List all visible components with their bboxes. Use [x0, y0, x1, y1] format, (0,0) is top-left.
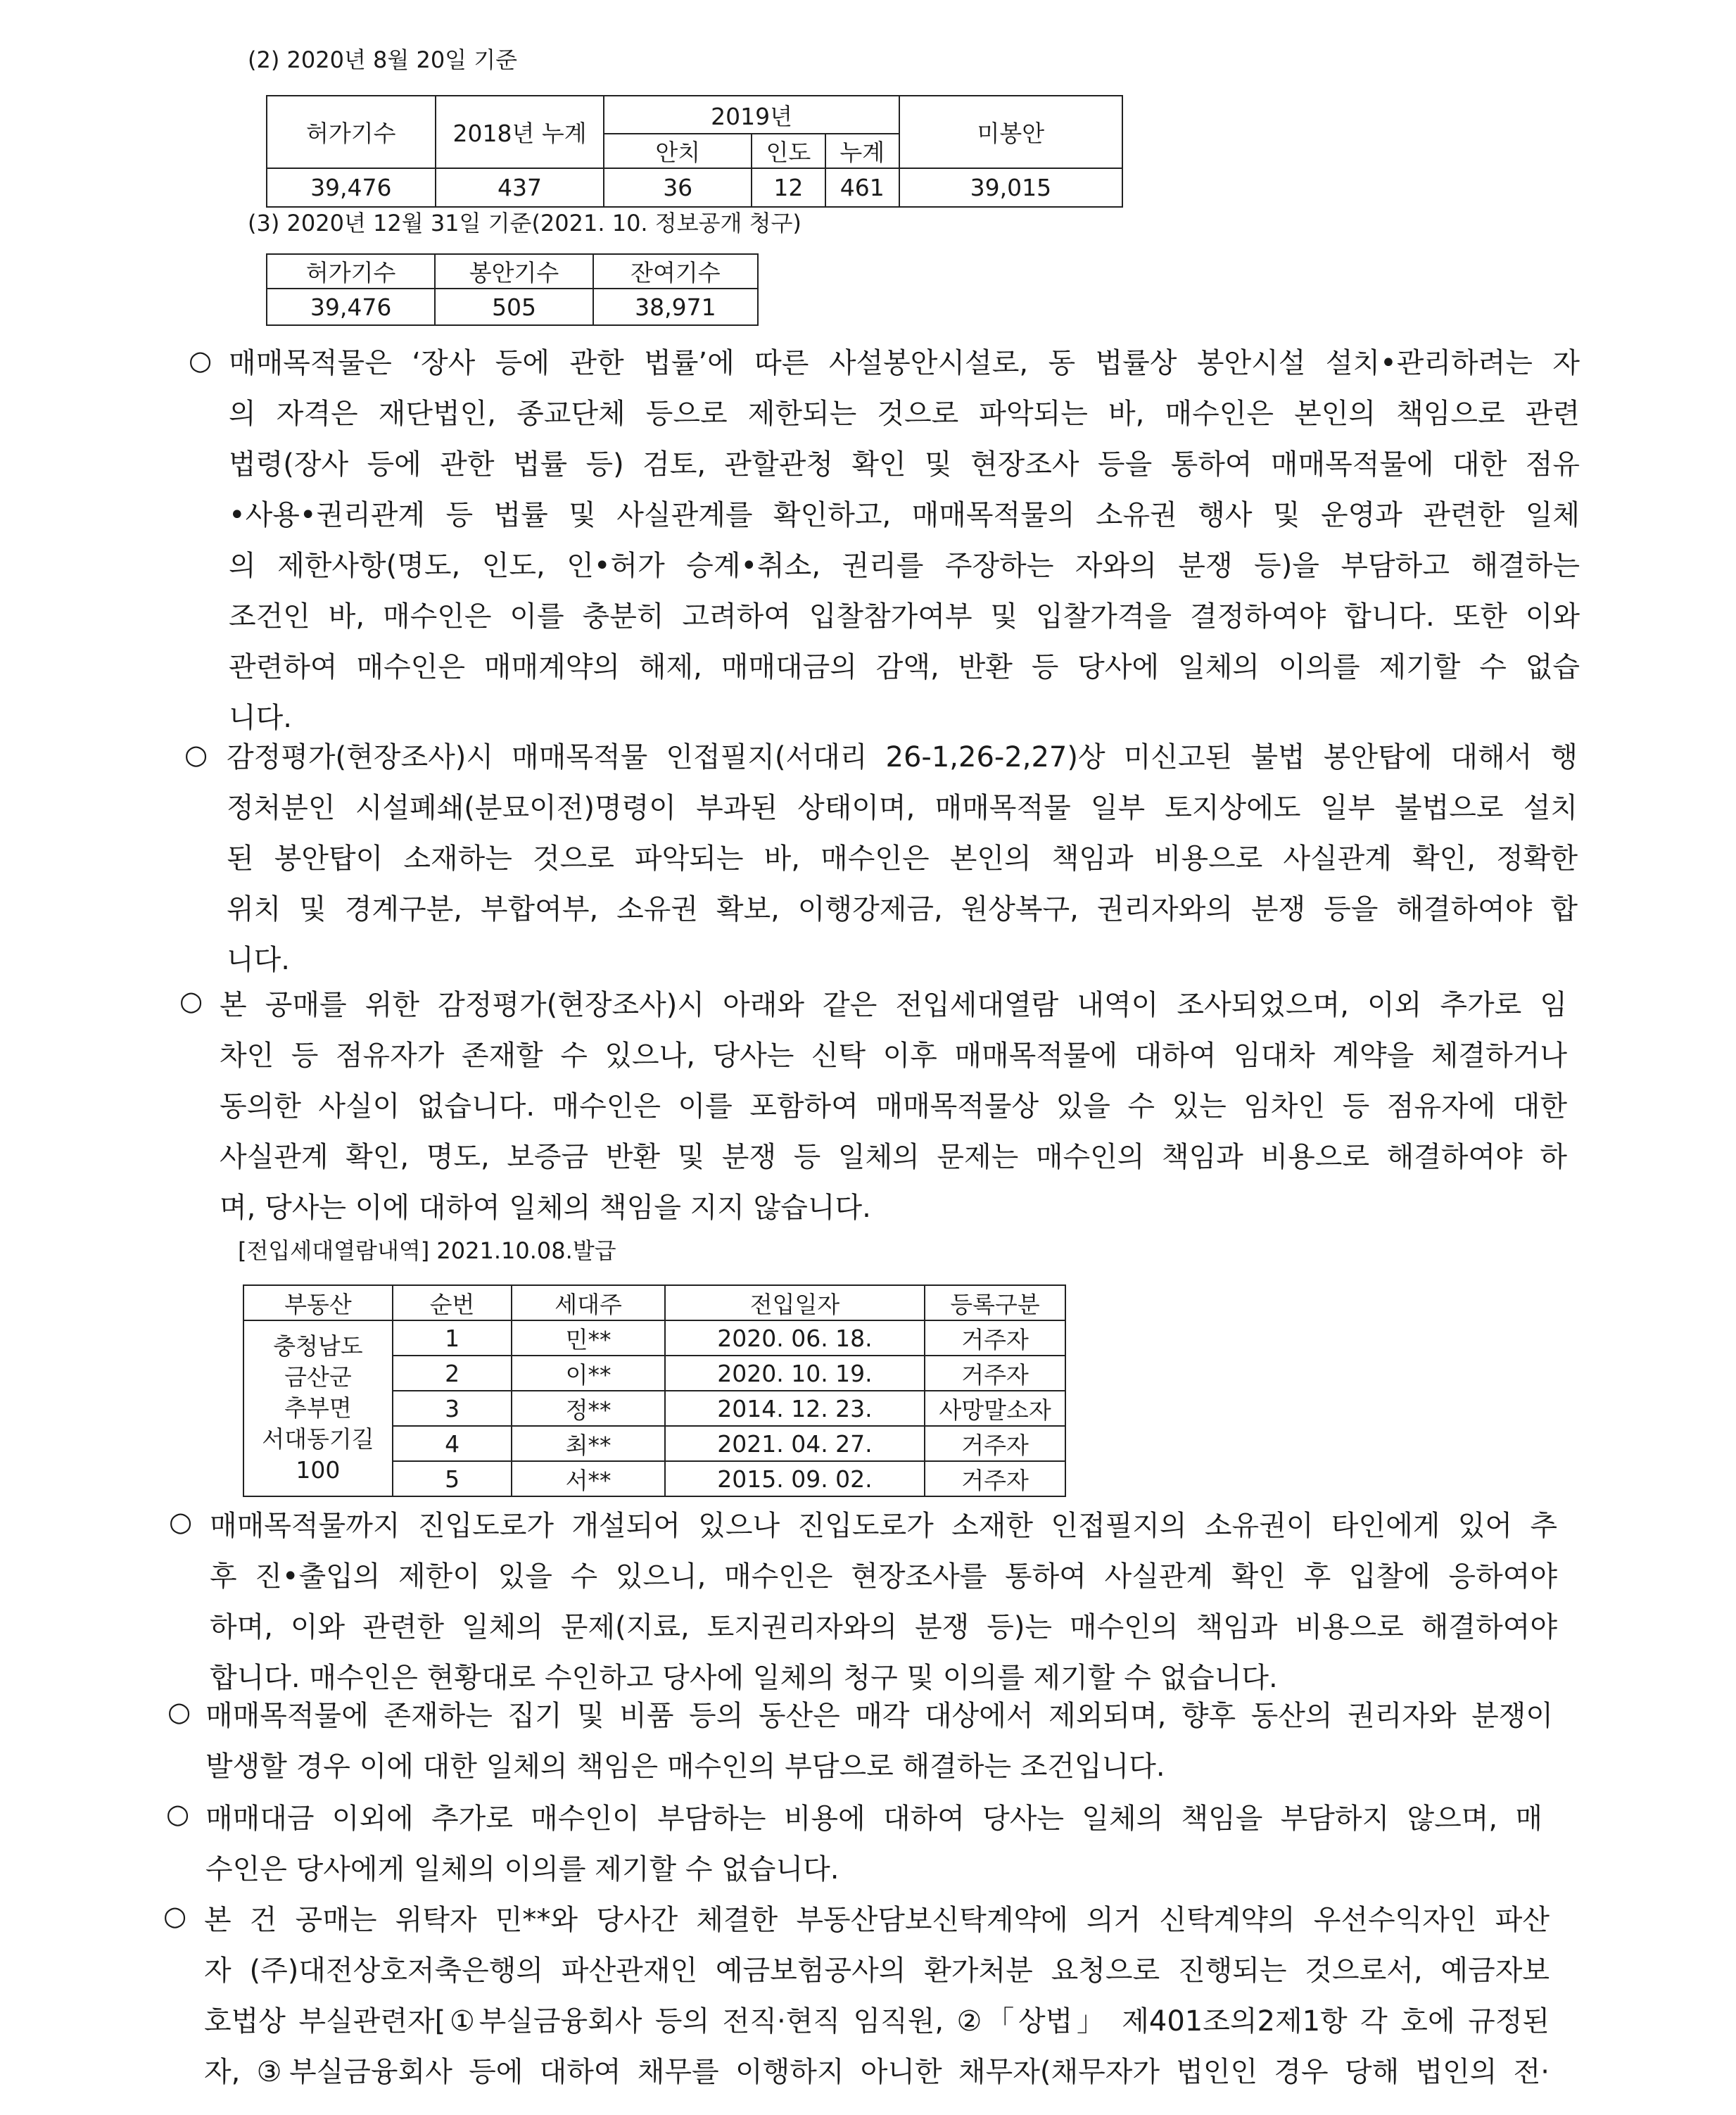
bullet-icon: ○ [166, 1798, 190, 1829]
property-address-line: 100 [296, 1456, 341, 1484]
paragraph-line: 매매목적물까지 진입도로가 개설되어 있으나 진입도로가 소재한 인접필지의 소유권이 타인에게 있어 추 [210, 1510, 1557, 1542]
paragraph-line: 조건인 바, 매수인은 이를 충분히 고려하여 입찰참가여부 및 입찰가격을 결정하여야 합니다. 또한 이와 [229, 600, 1580, 633]
cell-permits: 39,476 [267, 168, 436, 207]
header-householder: 세대주 [512, 1285, 664, 1320]
paragraph-line: 며, 당사는 이에 대하여 일체의 책임을 지지 않습니다. [220, 1192, 871, 1224]
paragraph-line: 된 봉안탑이 소재하는 것으로 파악되는 바, 매수인은 본인의 책임과 비용으로 사실관계 확인, 정확한 [227, 842, 1578, 875]
paragraph-line: 매매대금 이외에 추가로 매수인이 부담하는 비용에 대하여 당사는 일체의 책임을 부담하지 않으며, 매 [205, 1803, 1542, 1835]
notice-paragraph-1 [229, 338, 1580, 743]
enshrinement-table-2020-12 [266, 253, 759, 326]
notice-paragraph-6 [205, 1793, 1542, 1895]
header-cumulative: 누계 [825, 134, 899, 168]
paragraph-line: 수인은 당사에게 일체의 이의를 제기할 수 없습니다. [205, 1853, 840, 1886]
paragraph-line: 니다. [229, 702, 292, 734]
cell-order: 5 [393, 1461, 512, 1496]
cell-cumulative: 461 [825, 168, 899, 207]
cell-install: 36 [604, 168, 751, 207]
bullet-icon: ○ [167, 1696, 191, 1727]
cell-move-in-date: 2015. 09. 02. [665, 1461, 925, 1496]
header-enshrined: 봉안기수 [435, 254, 593, 289]
cell-transfer: 12 [752, 168, 825, 207]
cell-registration-type: 거주자 [925, 1461, 1065, 1496]
paragraph-line: 매매목적물에 존재하는 집기 및 비품 등의 동산은 매각 대상에서 제외되며, 향후 동산의 권리자와 분쟁이 [205, 1700, 1553, 1732]
notice-paragraph-4 [210, 1501, 1557, 1703]
paragraph-line: 위치 및 경계구분, 부합여부, 소유권 확보, 이행강제금, 원상복구, 권리자와의 분쟁 등을 해결하여야 합 [227, 893, 1578, 926]
paragraph-line: 법령(장사 등에 관한 법률 등) 검토, 관할관청 확인 및 현장조사 등을 통하여 매매목적물에 대한 점유 [229, 448, 1580, 481]
cell-householder: 민** [512, 1320, 664, 1356]
paragraph-line: 호법상 부실관련자[①부실금융회사 등의 전직·현직 임직원, ②「상법」 제401조의2제1항 각 호에 규정된 [204, 2005, 1550, 2038]
cell-order: 4 [393, 1426, 512, 1461]
cell-registration-type: 사망말소자 [925, 1391, 1065, 1426]
paragraph-line: 자, ③부실금융회사 등에 대하여 채무를 이행하지 아니한 채무자(채무자가 법인인 경우 당해 법인의 전· [204, 2056, 1550, 2088]
paragraph-line: 본 공매를 위한 감정평가(현장조사)시 아래와 같은 전입세대열람 내역이 조사되었으며, 이외 추가로 임 [220, 989, 1567, 1021]
header-year-2019: 2019년 [604, 96, 899, 134]
header-unenshrined: 미봉안 [899, 96, 1122, 168]
cell-remaining: 38,971 [593, 289, 758, 325]
section-3-caption: (3) 2020년 12월 31일 기준(2021. 10. 정보공개 청구) [248, 210, 802, 236]
cell-move-in-date: 2020. 10. 19. [665, 1356, 925, 1391]
bullet-icon: ○ [179, 985, 203, 1016]
header-cum-2018: 2018년 누계 [436, 96, 604, 168]
header-install: 안치 [604, 134, 751, 168]
cell-registration-type: 거주자 [925, 1426, 1065, 1461]
residents-table [243, 1284, 1066, 1497]
header-property: 부동산 [243, 1285, 393, 1320]
cell-unenshrined: 39,015 [899, 168, 1122, 207]
header-transfer: 인도 [752, 134, 825, 168]
cell-cum-2018: 437 [436, 168, 604, 207]
property-address-line: 금산군 [284, 1363, 352, 1391]
paragraph-line: 의 제한사항(명도, 인도, 인•허가 승계•취소, 권리를 주장하는 자와의 분쟁 등)을 부담하고 해결하는 [229, 550, 1580, 582]
header-permits: 허가기수 [267, 254, 435, 289]
notice-paragraph-7 [204, 1895, 1550, 2097]
cell-registration-type: 거주자 [925, 1320, 1065, 1356]
cell-householder: 서** [512, 1461, 664, 1496]
cell-order: 2 [393, 1356, 512, 1391]
cell-householder: 이** [512, 1356, 664, 1391]
paragraph-line: 발생할 경우 이에 대한 일체의 책임은 매수인의 부담으로 해결하는 조건입니다. [205, 1750, 1165, 1783]
paragraph-line: 정처분인 시설폐쇄(분묘이전)명령이 부과된 상태이며, 매매목적물 일부 토지상에도 일부 불법으로 설치 [227, 792, 1578, 824]
paragraph-line: 자 (주)대전상호저축은행의 파산관재인 예금보험공사의 환가처분 요청으로 진행되는 것으로서, 예금자보 [204, 1955, 1550, 1987]
notice-paragraph-5 [205, 1691, 1553, 1792]
header-order: 순번 [393, 1285, 512, 1320]
property-address-line: 서대동기길 [262, 1425, 374, 1453]
residents-caption: [전입세대열람내역] 2021.10.08.발급 [238, 1237, 616, 1264]
bullet-icon: ○ [163, 1900, 187, 1931]
header-registration-type: 등록구분 [925, 1285, 1065, 1320]
paragraph-line: 후 진•출입의 제한이 있을 수 있으니, 매수인은 현장조사를 통하여 사실관계 확인 후 입찰에 응하여야 [210, 1560, 1557, 1593]
paragraph-line: 동의한 사실이 없습니다. 매수인은 이를 포함하여 매매목적물상 있을 수 있는 임차인 등 점유자에 대한 [220, 1090, 1567, 1123]
cell-move-in-date: 2021. 04. 27. [665, 1426, 925, 1461]
bullet-icon: ○ [189, 345, 213, 376]
paragraph-line: 합니다. 매수인은 현황대로 수인하고 당사에 일체의 청구 및 이의를 제기할 수 없습니다. [210, 1662, 1278, 1694]
paragraph-line: 매매목적물은 ‘장사 등에 관한 법률’에 따른 사설봉안시설로, 동 법률상 봉안시설 설치•관리하려는 자 [229, 347, 1580, 379]
header-remaining: 잔여기수 [593, 254, 758, 289]
property-address-line: 추부면 [284, 1394, 352, 1422]
permit-status-table-2020-08 [266, 95, 1123, 208]
cell-move-in-date: 2014. 12. 23. [665, 1391, 925, 1426]
header-permits: 허가기수 [267, 96, 436, 168]
paragraph-line: 의 자격은 재단법인, 종교단체 등으로 제한되는 것으로 파악되는 바, 매수인은 본인의 책임으로 관련 [229, 398, 1580, 430]
paragraph-line: 관련하여 매수인은 매매계약의 해제, 매매대금의 감액, 반환 등 당사에 일체의 이의를 제기할 수 없습 [229, 651, 1580, 683]
paragraph-line: 니다. [227, 944, 290, 976]
paragraph-line: 차인 등 점유자가 존재할 수 있으나, 당사는 신탁 이후 매매목적물에 대하여 임대차 계약을 체결하거나 [220, 1040, 1567, 1072]
property-address-line: 충청남도 [273, 1332, 363, 1360]
paragraph-line: 사실관계 확인, 명도, 보증금 반환 및 분쟁 등 일체의 문제는 매수인의 책임과 비용으로 해결하여야 하 [220, 1141, 1567, 1173]
notice-paragraph-2 [227, 732, 1578, 985]
cell-order: 3 [393, 1391, 512, 1426]
header-move-in-date: 전입일자 [665, 1285, 925, 1320]
cell-registration-type: 거주자 [925, 1356, 1065, 1391]
cell-enshrined: 505 [435, 289, 593, 325]
bullet-icon: ○ [184, 739, 208, 770]
notice-paragraph-3 [220, 980, 1567, 1233]
paragraph-line: 본 건 공매는 위탁자 민**와 당사간 체결한 부동산담보신탁계약에 의거 신탁계약의 우선수익자인 파산 [204, 1904, 1550, 1936]
paragraph-line: 감정평가(현장조사)시 매매목적물 인접필지(서대리 26-1,26-2,27)상 미신고된 불법 봉안탑에 대해서 행 [227, 741, 1578, 774]
bullet-icon: ○ [169, 1506, 193, 1537]
cell-order: 1 [393, 1320, 512, 1356]
cell-permits: 39,476 [267, 289, 435, 325]
cell-move-in-date: 2020. 06. 18. [665, 1320, 925, 1356]
section-2-caption: (2) 2020년 8월 20일 기준 [248, 46, 518, 73]
cell-householder: 정** [512, 1391, 664, 1426]
property-address [243, 1320, 393, 1496]
paragraph-line: 하며, 이와 관련한 일체의 문제(지료, 토지권리자와의 분쟁 등)는 매수인의 책임과 비용으로 해결하여야 [210, 1611, 1557, 1643]
cell-householder: 최** [512, 1426, 664, 1461]
paragraph-line: •사용•권리관계 등 법률 및 사실관계를 확인하고, 매매목적물의 소유권 행사 및 운영과 관련한 일체 [229, 499, 1580, 531]
